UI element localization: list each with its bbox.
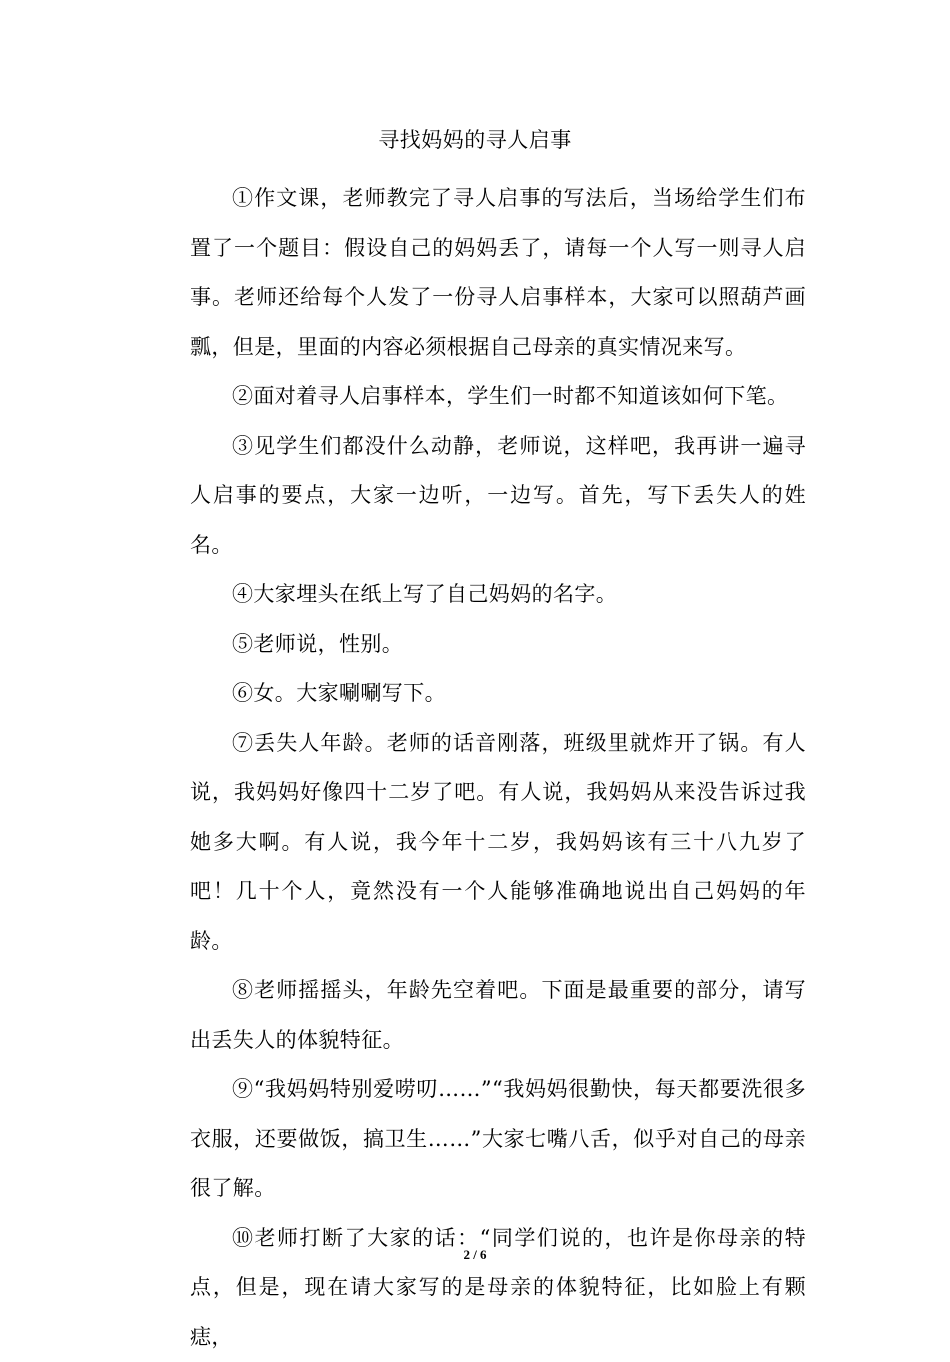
paragraph-1: ①作文课，老师教完了寻人启事的写法后，当场给学生们布置了一个题目：假设自己的妈妈丢了，请每一个人写一则寻人启事。老师还给每个人发了一份寻人启事样本，大家可以照葫芦画瓢，但是，里面的内容必须根据自己母亲的真实情况来写。 <box>190 174 806 372</box>
paragraph-5: ⑤老师说，性别。 <box>190 620 806 670</box>
paragraph-10: ⑩老师打断了大家的话：“同学们说的，也许是你母亲的特点，但是，现在请大家写的是母亲的体貌特征，比如脸上有颗痣， <box>190 1214 806 1362</box>
paragraph-8: ⑧老师摇摇头，年龄先空着吧。下面是最重要的部分，请写出丢失人的体貌特征。 <box>190 966 806 1065</box>
paragraph-7: ⑦丢失人年龄。老师的话音刚落，班级里就炸开了锅。有人说，我妈妈好像四十二岁了吧。有人说，我妈妈从来没告诉过我她多大啊。有人说，我今年十二岁，我妈妈该有三十八九岁了吧！几十个人，竟然没有一个人能够准确地说出自己妈妈的年龄。 <box>190 719 806 967</box>
paragraph-2: ②面对着寻人启事样本，学生们一时都不知道该如何下笔。 <box>190 372 806 422</box>
paragraph-3: ③见学生们都没什么动静，老师说，这样吧，我再讲一遍寻人启事的要点，大家一边听，一边写。首先，写下丢失人的姓名。 <box>190 422 806 571</box>
paragraph-4: ④大家埋头在纸上写了自己妈妈的名字。 <box>190 570 806 620</box>
paragraph-9: ⑨“我妈妈特别爱唠叨……”“我妈妈很勤快，每天都要洗很多衣服，还要做饭，搞卫生……”大家七嘴八舌，似乎对自己的母亲很了解。 <box>190 1065 806 1214</box>
paragraph-6: ⑥女。大家唰唰写下。 <box>190 669 806 719</box>
page-number: 2 / 6 <box>0 1246 950 1264</box>
document-body <box>190 174 806 1362</box>
document-title: 寻找妈妈的寻人启事 <box>0 124 950 156</box>
